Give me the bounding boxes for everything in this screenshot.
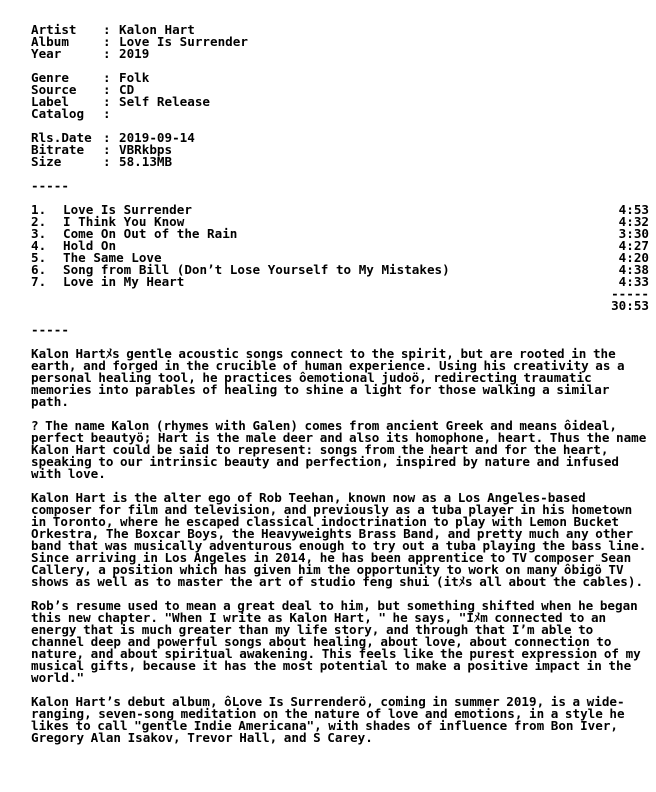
info-key: Artist [31, 22, 77, 37]
info-key: Size [31, 154, 62, 169]
track-duration: 4:38 [618, 262, 649, 277]
divider-rule: ----- [31, 178, 69, 193]
track-title: Song from Bill (Don’t Lose Yourself to My Mistakes) [63, 262, 450, 277]
track-duration: 4:20 [618, 250, 649, 265]
track-title: Hold On [63, 238, 117, 253]
info-row-year [31, 48, 649, 60]
track-title: Love in My Heart [63, 274, 185, 289]
total-rule: ----- [611, 286, 649, 301]
track-duration: 4:33 [618, 274, 649, 289]
track-duration: 4:53 [618, 202, 649, 217]
info-separator: : [103, 82, 111, 97]
description-paragraph: Kalon Hartﾒs gentle acoustic songs connect to the spirit, but are rooted in the earth, and forged in the crucible of human experience. Using his creativity as a personal healing tool, he practices ôemotional judoö, redirecting traumatic memories into parables of healing to shine a light for those walking a similar path. [31, 346, 625, 409]
info-separator: : [103, 22, 111, 37]
track-duration: 3:30 [618, 226, 649, 241]
tracklist [31, 204, 649, 312]
info-key: Year [31, 46, 62, 61]
info-row-label [31, 96, 649, 108]
track-duration: 4:27 [618, 238, 649, 253]
info-separator: : [103, 94, 111, 109]
info-separator: : [103, 142, 111, 157]
info-separator: : [103, 70, 111, 85]
info-value: VBRkbps [119, 142, 173, 157]
info-value: 58.13MB [119, 154, 173, 169]
info-value: Kalon Hart [119, 22, 195, 37]
info-separator: : [103, 106, 111, 121]
track-number: 4. [31, 238, 47, 253]
info-value: Love Is Surrender [119, 34, 248, 49]
track-title: Love Is Surrender [63, 202, 192, 217]
track-number: 5. [31, 250, 47, 265]
track-number: 3. [31, 226, 47, 241]
track-number: 2. [31, 214, 47, 229]
track-title: I Think You Know [63, 214, 185, 229]
track-row [31, 228, 649, 240]
info-row-catalog [31, 108, 649, 120]
track-duration: 4:32 [618, 214, 649, 229]
track-number: 1. [31, 202, 47, 217]
divider-rule: ----- [31, 322, 69, 337]
info-key: Label [31, 94, 69, 109]
track-title: The Same Love [63, 250, 162, 265]
info-value: Self Release [119, 94, 210, 109]
info-key: Rls.Date [31, 130, 92, 145]
track-number: 6. [31, 262, 47, 277]
total-duration: 30:53 [611, 298, 649, 313]
info-separator: : [103, 34, 111, 49]
track-title: Come On Out of the Rain [63, 226, 238, 241]
info-value: 2019 [119, 46, 150, 61]
info-key: Genre [31, 70, 69, 85]
info-row-size [31, 156, 649, 168]
info-key: Catalog [31, 106, 85, 121]
description-paragraph: Rob’s resume used to mean a great deal to him, but something shifted when he began this new chapter. "When I write as Kalon Hart, " he says, "Iﾒm connected to an energy that is much greater than my life story, and through that I’m able to channel deep and powerful songs about healing, about love, about connection to nature, and about spiritual awakening. This feels like the purest expression of my musical gifts, because it has the most potential to make a positive impact in the world." [31, 598, 641, 685]
info-separator: : [103, 130, 111, 145]
info-separator: : [103, 46, 111, 61]
track-row [31, 276, 649, 288]
description-paragraph: Kalon Hart’s debut album, ôLove Is Surrenderö, coming in summer 2019, is a wide-ranging, seven-song meditation on the nature of love and emotions, in a style he likes to call "gentle Indie Americana", with shades of influence from Bon Iver, Gregory Alan Isakov, Trevor Hall, and S Carey. [31, 694, 625, 745]
info-key: Bitrate [31, 142, 85, 157]
track-number: 7. [31, 274, 47, 289]
info-value: Folk [119, 70, 150, 85]
info-separator: : [103, 154, 111, 169]
album-description [31, 348, 649, 744]
info-key: Source [31, 82, 77, 97]
description-paragraph: Kalon Hart is the alter ego of Rob Teehan, known now as a Los Angeles-based composer for film and television, and previously as a tuba player in his hometown in Toronto, where he escaped classical indoctrination to play with Lemon Bucket Orkestra, The Boxcar Boys, the Heavyweights Brass Band, and pretty much any other band that was musically adventurous enough to try out a tuba playing the bass line. Since arriving in Los Angeles in 2014, he has been apprentice to TV composer Sean Callery, a position which has given him the opportunity to work on many ôbigö TV shows as well as to master the art of studio feng shui (itﾒs all about the cables). [31, 490, 647, 589]
info-value: 2019-09-14 [119, 130, 195, 145]
nfo-document [31, 24, 649, 756]
info-value: CD [119, 82, 135, 97]
description-paragraph: ? The name Kalon (rhymes with Galen) comes from ancient Greek and means ôideal, perfect beautyö; Hart is the male deer and also its homophone, heart. Thus the name Kalon Hart could be said to represent: songs from the heart and for the heart, speaking to our intrinsic beauty and perfection, inspired by nature and infused with love. [31, 418, 647, 481]
blank-line [31, 168, 649, 180]
info-key: Album [31, 34, 69, 49]
blank-line [31, 312, 649, 324]
